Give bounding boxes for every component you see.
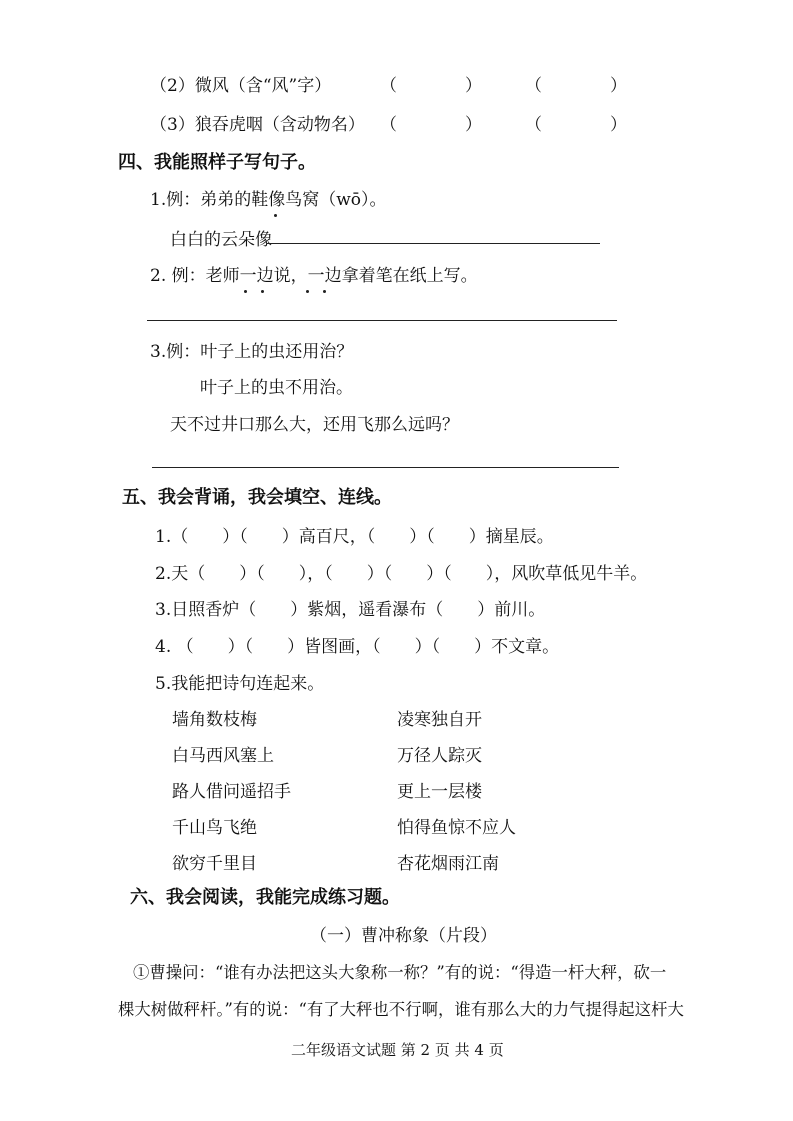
q3-example-2: 叶子上的虫不用治。 — [200, 378, 353, 398]
item-3-blank-1[interactable]: （ ） — [380, 115, 482, 135]
q3-prompt: 天不过井口那么大，还用飞那么远吗？ — [170, 415, 459, 435]
match-left-item[interactable]: 欲穷千里目 — [172, 854, 257, 874]
q2-answer-line[interactable] — [147, 320, 617, 321]
fill-line-2[interactable]: 2.天（ ）（ ），（ ）（ ）（ ），风吹草低见牛羊。 — [155, 564, 648, 584]
match-right-item[interactable]: 杏花烟雨江南 — [397, 854, 499, 874]
item-2-blank-2[interactable]: （ ） — [525, 76, 627, 96]
passage-line-1: ①曹操问：“谁有办法把这头大象称一称？”有的说：“得造一杆大秤，砍一 — [133, 963, 667, 982]
item-3-text: （3）狼吞虎咽（含动物名） — [150, 115, 365, 135]
item-2-blank-1[interactable]: （ ） — [380, 76, 482, 96]
q3-answer-line[interactable] — [152, 467, 619, 468]
emphasis-dot — [274, 214, 277, 217]
match-right-item[interactable]: 凌寒独自开 — [397, 710, 482, 730]
page-footer: 二年级语文试题 第 2 页 共 4 页 — [291, 1041, 504, 1059]
emphasis-dot — [261, 290, 264, 293]
match-right-item[interactable]: 万径人踪灭 — [397, 746, 482, 766]
q1-answer-line[interactable] — [267, 243, 600, 244]
match-right-item[interactable]: 怕得鱼惊不应人 — [397, 818, 516, 838]
match-left-item[interactable]: 白马西风塞上 — [172, 746, 274, 766]
match-left-item[interactable]: 路人借问遥招手 — [172, 782, 291, 802]
section-5-heading: 五、我会背诵，我会填空、连线。 — [122, 487, 392, 508]
emphasis-dot — [323, 290, 326, 293]
match-left-item[interactable]: 墙角数枝梅 — [172, 710, 257, 730]
match-left-item[interactable]: 千山鸟飞绝 — [172, 818, 257, 838]
q1-example: 1.例：弟弟的鞋像鸟窝（wō）。 — [150, 190, 387, 210]
q1-prompt: 白白的云朵像 — [170, 230, 272, 250]
passage-line-2: 棵大树做秤杆。”有的说：“有了大秤也不行啊，谁有那么大的力气提得起这杆大 — [118, 1000, 684, 1019]
section-6-heading: 六、我会阅读，我能完成练习题。 — [130, 887, 400, 908]
item-2-text: （2）微风（含“风”字） — [150, 76, 332, 96]
q3-example-1: 3.例：叶子上的虫还用治？ — [150, 342, 354, 362]
emphasis-dot — [306, 290, 309, 293]
item-3-blank-2[interactable]: （ ） — [525, 115, 627, 135]
emphasis-dot — [244, 290, 247, 293]
q2-example: 2. 例：老师一边说，一边拿着笔在纸上写。 — [150, 266, 478, 286]
passage-title: （一）曹冲称象（片段） — [310, 926, 497, 946]
section-4-heading: 四、我能照样子写句子。 — [118, 152, 316, 173]
fill-line-4[interactable]: 4. （ ）（ ）皆图画，（ ）（ ）不文章。 — [155, 637, 560, 657]
match-right-item[interactable]: 更上一层楼 — [397, 782, 482, 802]
fill-line-3[interactable]: 3.日照香炉（ ）紫烟，遥看瀑布（ ）前川。 — [155, 600, 546, 620]
fill-line-1[interactable]: 1.（ ）（ ）高百尺，（ ）（ ）摘星辰。 — [155, 527, 554, 547]
match-title: 5.我能把诗句连起来。 — [155, 674, 325, 694]
